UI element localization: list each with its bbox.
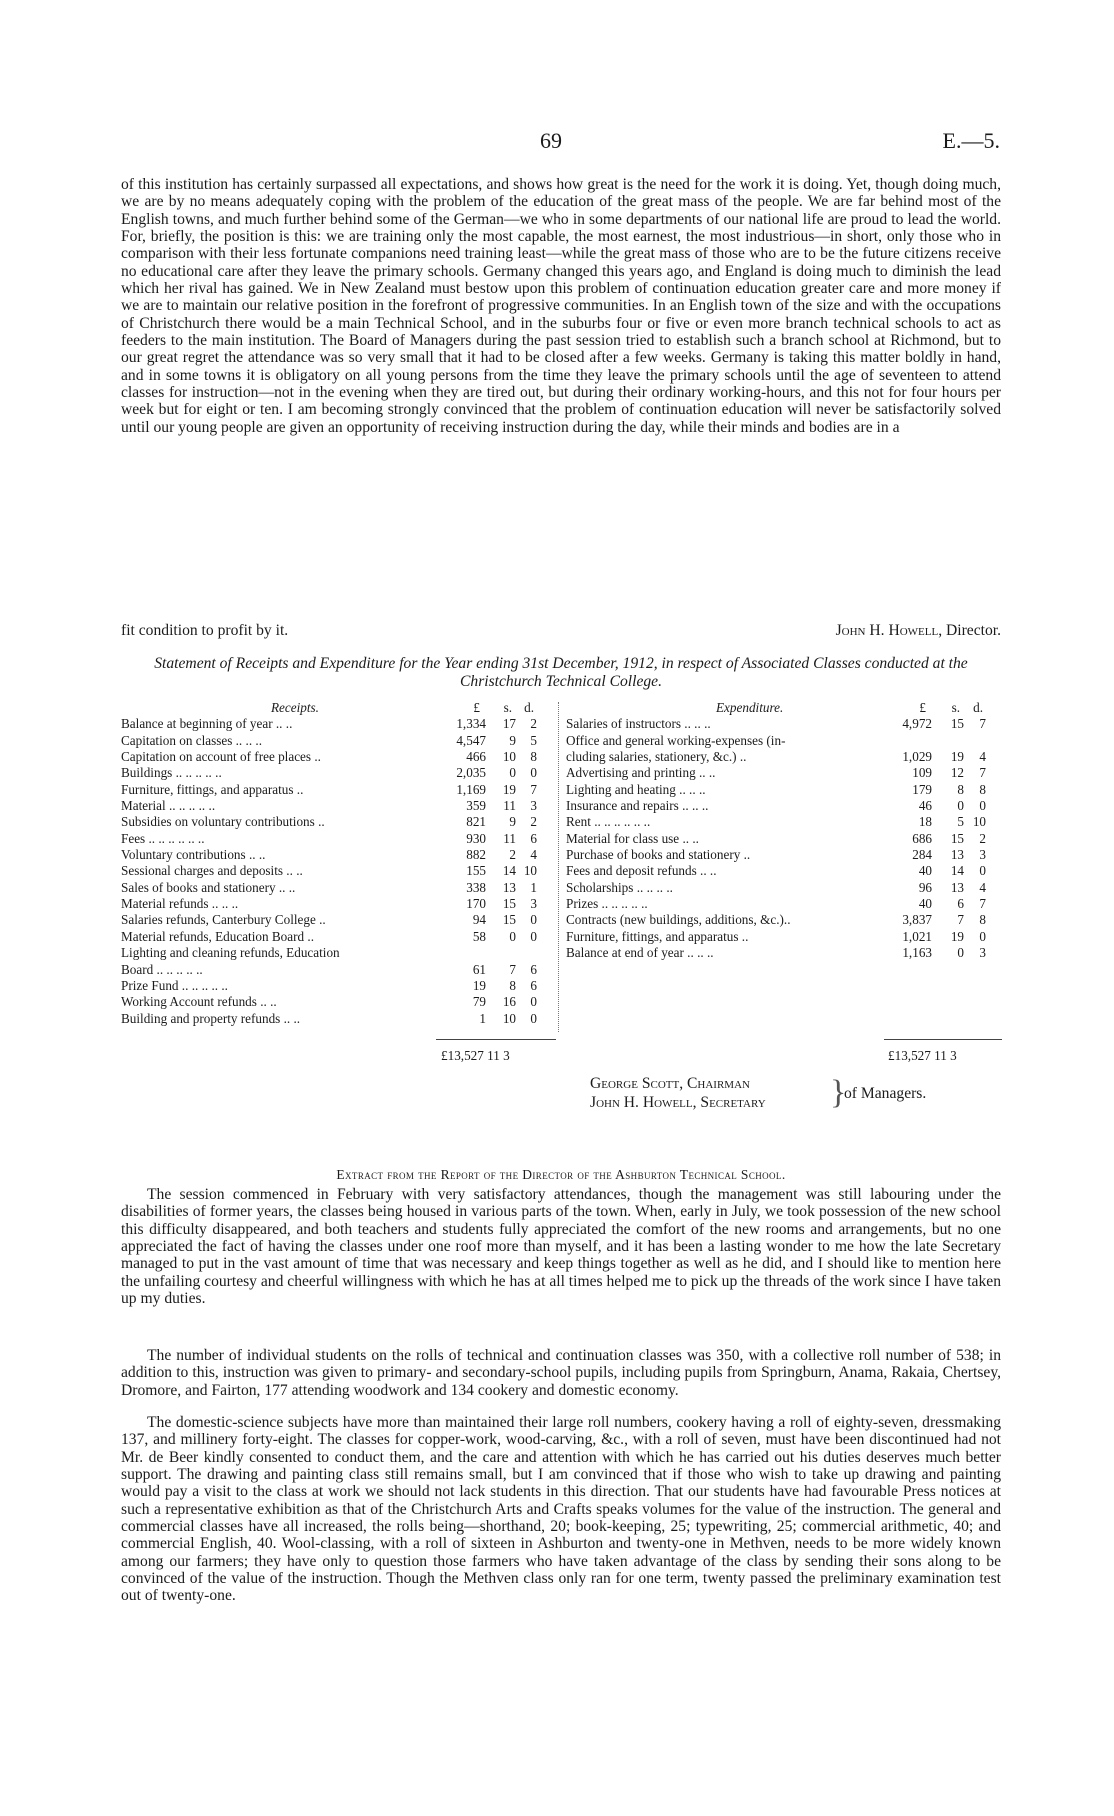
row-label: Salaries refunds, Canterbury College .. [121,912,326,928]
pounds-value: 18 [918,814,932,830]
pence-value: 6 [530,961,537,977]
shillings-value: 7 [509,961,516,977]
shillings-value: 13 [502,879,516,895]
pounds-value: 4,547 [456,732,486,748]
pounds-value: 1,029 [902,749,932,765]
pence-value: 5 [530,732,537,748]
pence-heading: d. [973,700,983,715]
shillings-value: 13 [950,847,964,863]
shillings-value: 0 [957,798,964,814]
shillings-value: 6 [957,896,964,912]
row-label: Balance at beginning of year .. .. [121,716,293,732]
secretary-line: John H. Howell, Secretary [590,1094,766,1111]
row-label: Insurance and repairs .. .. .. [566,798,709,814]
pence-value: 2 [979,830,986,846]
shillings-value: 19 [950,749,964,765]
pence-value: 4 [979,879,986,895]
pence-value: 10 [523,863,537,879]
pounds-value: 821 [466,814,486,830]
pence-value: 0 [530,912,537,928]
receipt-row [121,863,556,879]
signature-brace: } [830,1074,847,1111]
expenditure-row [566,798,1002,814]
pounds-value: 466 [466,749,486,765]
paragraph-students: The number of individual students on the rolls of technical and continuation classes was 350, with a collective roll number of 538; in addition to this, instruction was given to primary- and secondary-school pupils, including pupils from Springburn, Anama, Rakaia, Chertsey, Dromore, and Fairton, 177 attending woodwork and 134 cookery and domestic economy. [121,1347,1001,1399]
row-label: Furniture, fittings, and apparatus .. [566,928,749,944]
expenditure-header-row [566,700,1002,716]
receipt-row [121,978,556,994]
shillings-value: 14 [950,863,964,879]
pence-value: 0 [530,1010,537,1026]
expenditure-row [566,880,1002,896]
pence-value: 0 [530,994,537,1010]
expenditure-row [566,929,1002,945]
pounds-value: 882 [466,847,486,863]
receipts-total-rule [436,1039,556,1040]
row-label: Rent .. .. .. .. .. .. [566,814,651,830]
pence-value: 7 [979,716,986,732]
shillings-value: 16 [502,994,516,1010]
expenditure-row [566,945,1002,961]
row-label: Salaries of instructors .. .. .. [566,716,711,732]
pence-value: 6 [530,977,537,993]
expenditure-row [566,912,1002,928]
receipt-row [121,798,556,814]
shillings-value: 9 [509,814,516,830]
pounds-value: 109 [912,765,932,781]
pounds-value: 94 [472,912,486,928]
shillings-value: 15 [502,912,516,928]
row-label: Lighting and cleaning refunds, Education [121,945,340,961]
pounds-value: 3,837 [902,912,932,928]
shillings-value: 13 [950,879,964,895]
pence-value: 0 [979,928,986,944]
receipt-row [121,1011,556,1027]
shillings-value: 12 [950,765,964,781]
row-label: Sessional charges and deposits .. .. [121,863,303,879]
pounds-value: 284 [912,847,932,863]
director-signature [836,622,1001,640]
row-label: Material refunds, Education Board .. [121,928,314,944]
shillings-value: 19 [502,781,516,797]
pence-value: 1 [530,879,537,895]
pounds-value: 19 [472,977,486,993]
pounds-value: 1,169 [456,781,486,797]
expenditure-row [566,733,1002,749]
pence-value: 7 [979,896,986,912]
shillings-value: 15 [950,830,964,846]
row-label: Prizes .. .. .. .. .. [566,896,648,912]
pounds-value: 4,972 [902,716,932,732]
shillings-value: 8 [957,781,964,797]
expenditure-row [566,847,1002,863]
of-managers: of Managers. [844,1085,927,1102]
pence-value: 3 [530,896,537,912]
pence-value: 0 [530,928,537,944]
shillings-value: 2 [509,847,516,863]
expenditure-row [566,749,1002,765]
row-label: Office and general working-expenses (in- [566,732,786,748]
expenditure-row [566,782,1002,798]
director-name: John H. Howell [835,622,939,639]
shillings-value: 0 [957,945,964,961]
pence-value: 3 [979,945,986,961]
row-label: Advertising and printing .. .. [566,765,716,781]
receipt-row [121,749,556,765]
shillings-value: 8 [509,977,516,993]
paragraph-end: fit condition to profit by it. [121,622,289,639]
pence-value: 6 [530,830,537,846]
page-number: 69 [540,128,562,153]
pounds-value: 2,035 [456,765,486,781]
shillings-value: 7 [957,912,964,928]
expenditure-row [566,765,1002,781]
receipt-row [121,733,556,749]
pence-heading: d. [524,700,534,715]
pence-value: 2 [530,814,537,830]
row-label: Capitation on account of free places .. [121,749,321,765]
shillings-value: 14 [502,863,516,879]
pounds-heading: £ [919,700,926,715]
chairman-line: George Scott, Chairman [590,1075,750,1092]
shillings-value: 5 [957,814,964,830]
pence-value: 4 [530,847,537,863]
expenditure-table [566,700,1002,962]
shillings-value: 15 [950,716,964,732]
row-label: Board .. .. .. .. .. [121,961,203,977]
row-label: Buildings .. .. .. .. .. [121,765,222,781]
row-label: Fees .. .. .. .. .. .. [121,830,205,846]
receipt-row [121,880,556,896]
pounds-value: 1,021 [902,928,932,944]
receipts-total: £13,527 11 3 [441,1048,510,1063]
pence-value: 7 [530,781,537,797]
shillings-value: 19 [950,928,964,944]
row-label: Subsidies on voluntary contributions .. [121,814,325,830]
expenditure-row [566,896,1002,912]
row-label: Prize Fund .. .. .. .. .. [121,977,228,993]
pounds-value: 359 [466,798,486,814]
shillings-heading: s. [503,700,512,715]
row-label: Contracts (new buildings, additions, &c.).. [566,912,791,928]
receipts-table [121,700,556,1027]
expenditure-heading: Expenditure. [716,700,784,715]
expenditure-total: £13,527 11 3 [888,1048,957,1063]
row-label: Material refunds .. .. .. [121,896,239,912]
pence-value: 2 [530,716,537,732]
row-label: Capitation on classes .. .. .. [121,732,263,748]
shillings-heading: s. [951,700,960,715]
pence-value: 0 [979,863,986,879]
receipt-row [121,994,556,1010]
pence-value: 3 [979,847,986,863]
shillings-value: 9 [509,732,516,748]
receipt-row [121,765,556,781]
paragraph-continuation: of this institution has certainly surpassed all expectations, and shows how great is the need for the work it is doing. Yet, though doing much, we are by no means adequately coping with the problem of the education of the great mass of the people. We are far behind most of the English towns, and much further behind some of the German—we who in some departments of our national life are proud to lead the world. For, briefly, the position is this: we are training only the most capable, the most earnest, the most industrious—in short, only those who in comparison with their less fortunate companions need training least—while the great mass of those who are to be the future citizens receive no educational care after they leave the primary schools. Germany changed this years ago, and England is doing much to diminish the lead which her rival has gained. We in New Zealand must bestow upon this problem of continuation education greater care and more money if we are to maintain our relative position in the forefront of progressive communities. In an English town of the size and with the occupations of Christchurch there would be a main Technical School, and in the suburbs four or five or even more branch technical schools to act as feeders to the main institution. The Board of Managers during the past session tried to establish such a branch school at Richmond, but to our great regret the attendance was so very small that it had to be closed after a few weeks. Germany is taking this matter boldly in hand, and in some towns it is obligatory on all young persons from the time they leave the primary schools until the age of seventeen to attend classes for instruction—not in the evening when they are tired out, but during their ordinary working-hours, and this not for four hours per week but for eight or ten. I am becoming strongly convinced that the problem of continuation education will never be satisfactorily solved until our young people are given an opportunity of receiving instruction during the day, while their minds and bodies are in a [121,176,1001,436]
expenditure-rows [566,716,1002,961]
pounds-value: 686 [912,830,932,846]
receipt-row [121,814,556,830]
row-label: cluding salaries, stationery, &c.) .. [566,749,747,765]
pence-value: 10 [972,814,986,830]
row-label: Fees and deposit refunds .. .. [566,863,717,879]
pence-value: 0 [530,765,537,781]
row-label: Material .. .. .. .. .. [121,798,216,814]
row-label: Sales of books and stationery .. .. [121,879,296,895]
shillings-value: 0 [509,928,516,944]
pounds-value: 46 [918,798,932,814]
pence-value: 0 [979,798,986,814]
receipt-row [121,782,556,798]
shillings-value: 10 [502,749,516,765]
pence-value: 7 [979,765,986,781]
expenditure-total-rule [884,1039,1002,1040]
receipt-row [121,912,556,928]
pence-value: 8 [530,749,537,765]
pounds-value: 58 [472,928,486,944]
pounds-value: 930 [466,830,486,846]
pounds-value: 170 [466,896,486,912]
receipt-row [121,716,556,732]
table-divider [558,702,559,1032]
receipts-heading: Receipts. [271,700,319,715]
paragraph-session: The session commenced in February with very satisfactory attendances, though the management was still labouring under the disabilities of former years, the classes being housed in various parts of the town. When, early in July, we took possession of the new school this difficulty disappeared, and both teachers and students fully appreciated the comfort of the new rooms and arrangements, but no one appreciated the fact of having the classes under one roof more than myself, and it has been a lasting wonder to me how the late Secretary managed to put in the vast amount of time that was necessary and keep things together as well as he did, and I should like to mention here the unfailing courtesy and cheerful willingness with which he has at all times helped me to pick up the threads of the work since I have taken up my duties. [121,1186,1001,1308]
pounds-value: 61 [472,961,486,977]
receipt-row [121,962,556,978]
expenditure-row [566,716,1002,732]
expenditure-row [566,814,1002,830]
managers-signature [590,1074,927,1112]
pounds-value: 40 [918,863,932,879]
row-label: Building and property refunds .. .. [121,1010,301,1026]
shillings-value: 11 [503,830,516,846]
director-title: , Director. [938,622,1001,639]
shillings-value: 11 [503,798,516,814]
row-label: Furniture, fittings, and apparatus .. [121,781,304,797]
receipt-row [121,831,556,847]
extract-heading: Extract from the Report of the Director of the Ashburton Technical School. [336,1167,786,1182]
receipt-row [121,847,556,863]
pounds-value: 179 [912,781,932,797]
row-label: Balance at end of year .. .. .. [566,945,714,961]
pounds-value: 1,334 [456,716,486,732]
expenditure-row [566,863,1002,879]
shillings-value: 17 [502,716,516,732]
pounds-value: 1 [479,1010,486,1026]
document-reference: E.—5. [942,128,1000,153]
row-label: Working Account refunds .. .. [121,994,277,1010]
shillings-value: 10 [502,1010,516,1026]
receipt-row [121,896,556,912]
receipts-header-row [121,700,556,716]
row-label: Material for class use .. .. [566,830,699,846]
pounds-value: 40 [918,896,932,912]
receipt-row [121,929,556,945]
pence-value: 8 [979,912,986,928]
receipts-rows [121,716,556,1027]
pounds-value: 338 [466,879,486,895]
row-label: Voluntary contributions .. .. [121,847,266,863]
page-header [120,128,1000,158]
row-label: Lighting and heating .. .. .. [566,781,706,797]
pounds-value: 1,163 [902,945,932,961]
expenditure-row [566,831,1002,847]
statement-title: Statement of Receipts and Expenditure for the Year ending 31st December, 1912, in respect of Associated Classes conducted at the Christchurch Technical College. [154,655,968,690]
shillings-value: 0 [509,765,516,781]
row-label: Scholarships .. .. .. .. [566,879,673,895]
pounds-value: 155 [466,863,486,879]
pounds-value: 79 [472,994,486,1010]
pence-value: 8 [979,781,986,797]
receipt-row [121,945,556,961]
pounds-value: 96 [918,879,932,895]
row-label: Purchase of books and stationery .. [566,847,751,863]
pence-value: 3 [530,798,537,814]
pounds-heading: £ [473,700,480,715]
shillings-value: 15 [502,896,516,912]
paragraph-domestic-science: The domestic-science subjects have more than maintained their large roll numbers, cookery having a roll of eighty-seven, dressmaking 137, and millinery forty-eight. The classes for copper-work, wood-carving, &c., with a roll of seven, must have been discontinued had not Mr. de Beer kindly consented to conduct them, and the care and attention with which he has carried out his duties deserves much better support. The drawing and painting class still remains small, but I am convinced that if those who wish to take up drawing and painting would pay a visit to the class at work we should not lack students in this direction. That our students have had favourable Press notices at such a representative exhibition as that of the Christchurch Arts and Crafts speaks volumes for the value of the instruction. The general and commercial classes have all increased, the rolls being—shorthand, 20; book-keeping, 25; typewriting, 25; commercial arithmetic, 40; and commercial English, 40. Wool-classing, with a roll of sixteen in Ashburton and twenty-one in Methven, needs to be more widely known among our farmers; they have only to question those farmers who have taken advantage of the class by sending their sons along to be convinced of the value of the instruction. Though the Methven class only ran for one term, twenty passed the preliminary examination test out of twenty-one. [121,1414,1001,1605]
pence-value: 4 [979,749,986,765]
